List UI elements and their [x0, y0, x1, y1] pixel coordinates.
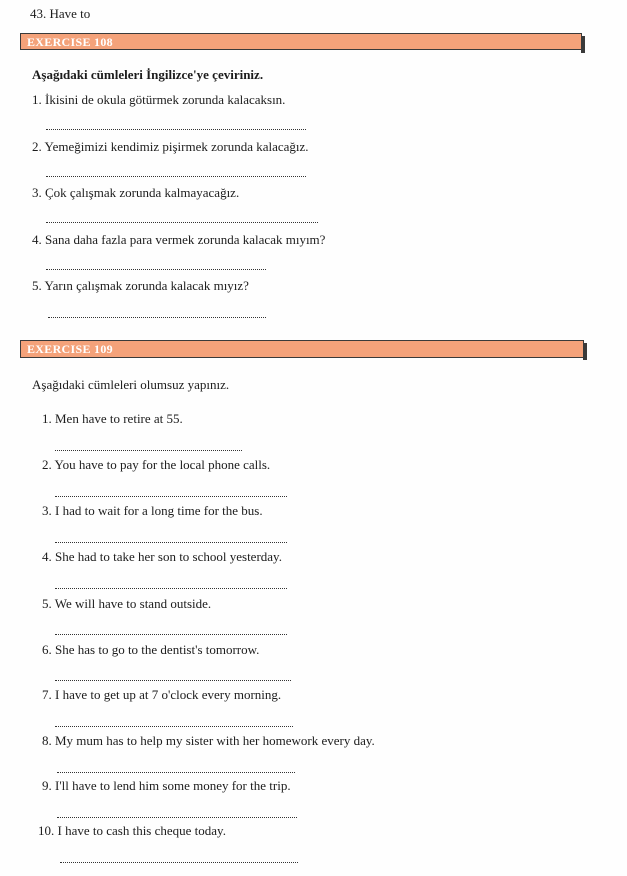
exercise-109-title: EXERCISE 109	[27, 342, 113, 356]
ex109-question-10: 10. I have to cash this cheque today.	[38, 823, 226, 838]
exercise-108-instruction: Aşağıdaki cümleleri İngilizce'ye çeviriniz.	[32, 67, 264, 82]
ex109-answer-line-5[interactable]	[55, 634, 287, 635]
ex108-answer-line-4[interactable]	[46, 269, 266, 270]
ex109-question-2: 2. You have to pay for the local phone calls.	[42, 457, 271, 472]
exercise-109-banner	[20, 340, 584, 358]
exercise-109-instruction: Aşağıdaki cümleleri olumsuz yapınız.	[32, 377, 230, 392]
ex109-answer-line-6[interactable]	[55, 680, 291, 681]
exercise-108-title: EXERCISE 108	[27, 35, 113, 49]
banner-shadow	[583, 343, 587, 360]
ex108-answer-line-2[interactable]	[46, 176, 306, 177]
ex108-question-4: 4. Sana daha fazla para vermek zorunda kalacak mıyım?	[32, 232, 326, 247]
banner-shadow	[581, 36, 585, 53]
ex108-answer-line-3[interactable]	[46, 222, 318, 223]
chapter-heading: 43. Have to	[30, 6, 91, 21]
ex109-question-3: 3. I had to wait for a long time for the bus.	[42, 503, 263, 518]
ex109-answer-line-10[interactable]	[60, 862, 298, 863]
ex109-answer-line-7[interactable]	[55, 726, 293, 727]
ex109-answer-line-2[interactable]	[55, 496, 287, 497]
ex108-answer-line-5[interactable]	[48, 317, 266, 318]
ex109-answer-line-8[interactable]	[57, 772, 295, 773]
ex109-question-8: 8. My mum has to help my sister with her homework every day.	[42, 733, 375, 748]
ex108-question-1: 1. İkisini de okula götürmek zorunda kalacaksın.	[32, 92, 286, 107]
ex109-question-4: 4. She had to take her son to school yesterday.	[42, 549, 282, 564]
ex109-question-9: 9. I'll have to lend him some money for the trip.	[42, 778, 291, 793]
ex108-question-5: 5. Yarın çalışmak zorunda kalacak mıyız?	[32, 278, 249, 293]
ex109-answer-line-9[interactable]	[57, 817, 297, 818]
ex109-answer-line-3[interactable]	[55, 542, 287, 543]
ex109-question-7: 7. I have to get up at 7 o'clock every morning.	[42, 687, 282, 702]
ex109-question-1: 1. Men have to retire at 55.	[42, 411, 183, 426]
ex109-answer-line-1[interactable]	[55, 450, 242, 451]
ex109-question-6: 6. She has to go to the dentist's tomorrow.	[42, 642, 260, 657]
ex108-question-2: 2. Yemeğimizi kendimiz pişirmek zorunda kalacağız.	[32, 139, 309, 154]
ex109-answer-line-4[interactable]	[55, 588, 287, 589]
exercise-108-banner	[20, 33, 582, 50]
ex108-answer-line-1[interactable]	[46, 129, 306, 130]
ex109-question-5: 5. We will have to stand outside.	[42, 596, 212, 611]
ex108-question-3: 3. Çok çalışmak zorunda kalmayacağız.	[32, 185, 240, 200]
